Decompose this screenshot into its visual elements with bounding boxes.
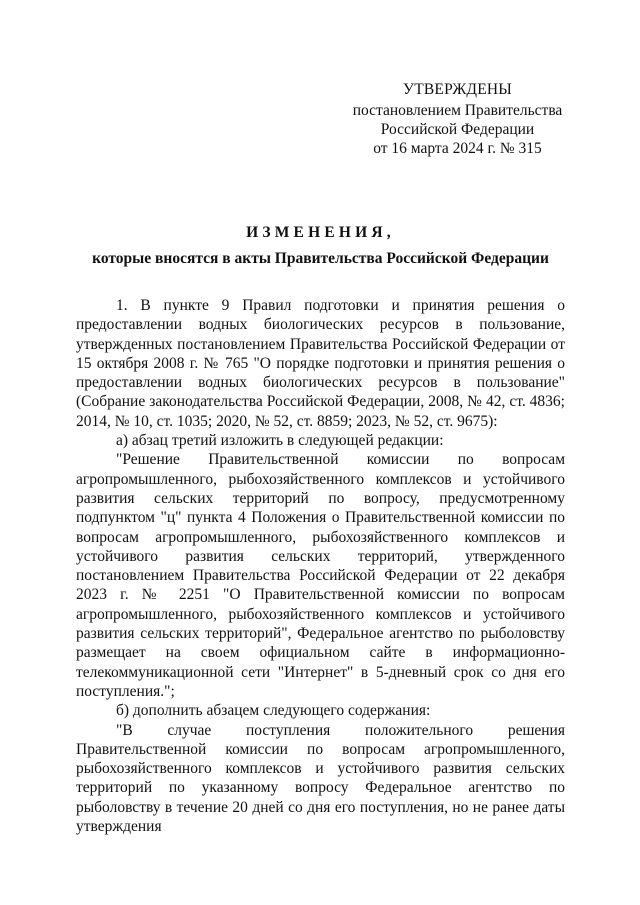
paragraph-subitem-a: а) абзац третий изложить в следующей редакции: [116, 432, 444, 450]
document-subtitle: которые вносятся в акты Правительства Российской Федерации [92, 250, 549, 267]
approval-heading: УТВЕРЖДЕНЫ [403, 81, 512, 98]
approval-stamp [340, 80, 575, 158]
approval-line: Российской Федерации [380, 121, 535, 138]
paragraph-subitem-b: б) дополнить абзацем следующего содержания: [116, 702, 431, 720]
paragraph-item-1: 1. В пункте 9 Правил подготовки и принятия решения о предоставлении водных биологических ресурсов в пользование, утвержденных постановлением Правительства Российской Федерации от 15 октября 2008 г. № 765 "О порядке подготовки и принятия решения о предоставлении водных биологических ресурсов в пользование" (Собрание законодательства Российской Федерации, 2008, № 42, ст. 4836; 2014, № 10, ст. 1035; 2020, № 52, ст. 8859; 2023, № 52, ст. 9675): [76, 297, 565, 430]
approval-line: от 16 марта 2024 г. № 315 [373, 140, 542, 157]
paragraph-quote-a: "Решение Правительственной комиссии по вопросам агропромышленного, рыбохозяйственного комплексов и устойчивого развития сельских территорий по вопросу, предусмотренному подпунктом "ц" пункта 4 Положения о Правительственной комиссии по вопросам агропромышленного, рыбохозяйственного комплексов и устойчивого развития сельских территорий, утвержденного постановлением Правительства Российской Федерации от 22 декабря 2023 г. № 2251 "О Правительственной комиссии по вопросам агропромышленного, рыбохозяйственного комплексов и устойчивого развития сельских территорий", Федеральное агентство по рыболовству размещает на своем официальном сайте в информационно-телекоммуникационной сети "Интернет" в 5-дневный срок со дня его поступления."; [76, 451, 565, 700]
paragraph-quote-b: "В случае поступления положительного решения Правительственной комиссии по вопросам агропромышленного, рыбохозяйственного комплексов и устойчивого развития сельских территорий по указанному вопросу Федеральное агентство по рыболовству в течение 20 дней со дня его поступления, но не ранее даты утверждения [76, 721, 565, 836]
document-title: ИЗМЕНЕНИЯ, [246, 224, 395, 241]
document-body [76, 296, 565, 836]
approval-line: постановлением Правительства [352, 102, 563, 119]
